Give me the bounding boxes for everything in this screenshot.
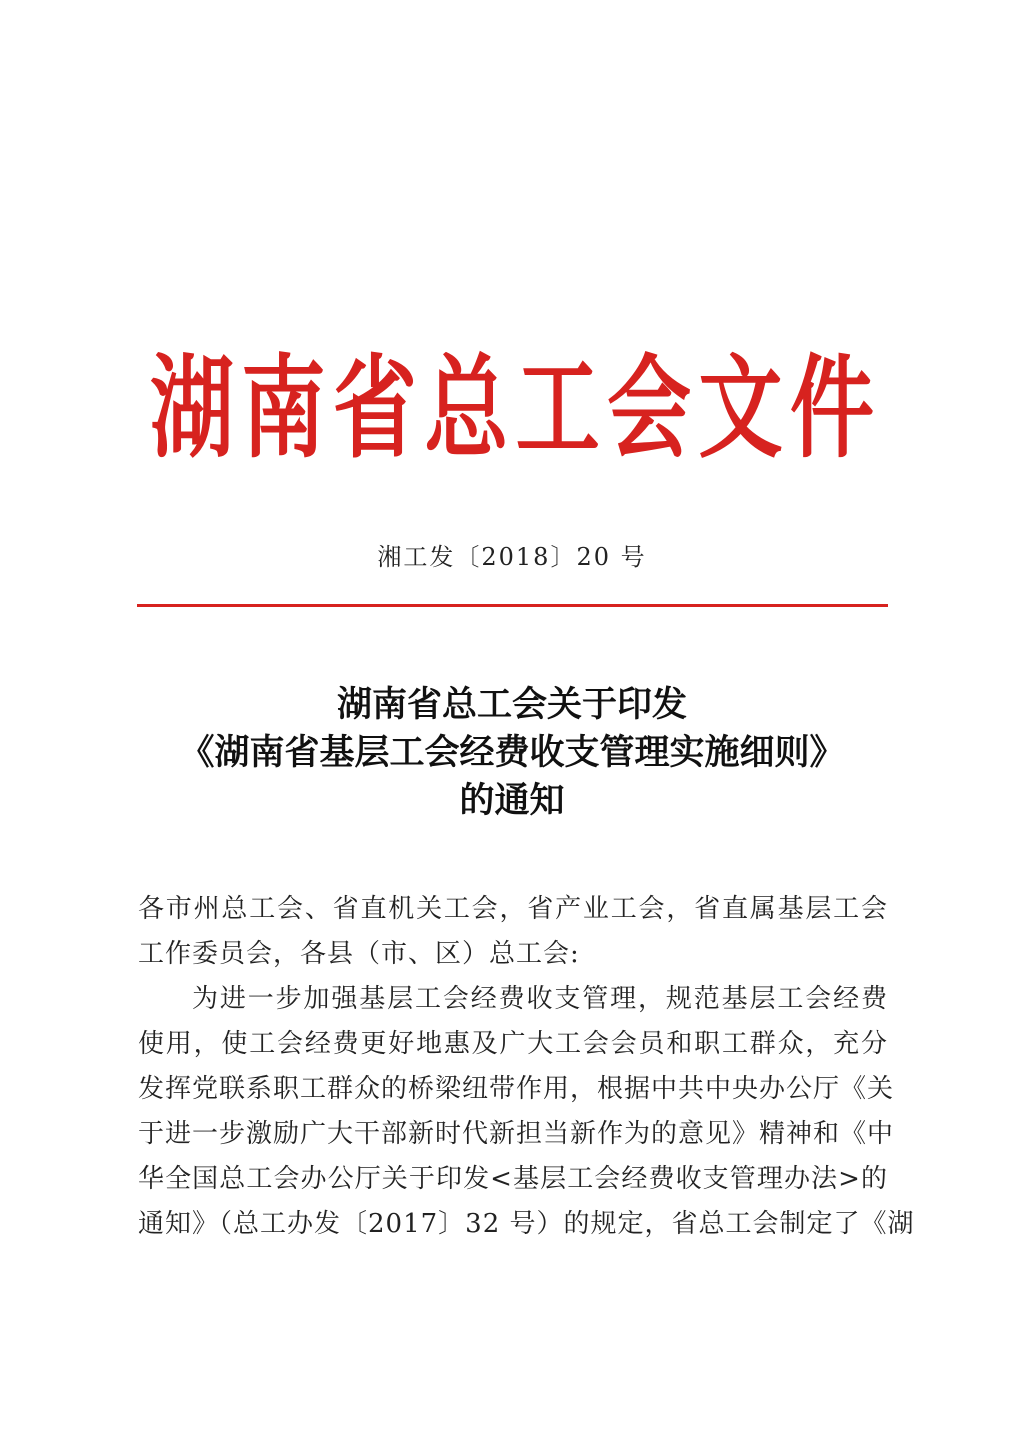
masthead-char: 会: [607, 343, 692, 473]
notice-body: [138, 887, 915, 1247]
masthead-char: 件: [789, 343, 874, 473]
body-line: 发挥党联系职工群众的桥梁纽带作用，根据中共中央办公厅《关: [138, 1074, 895, 1104]
masthead-title: [150, 322, 874, 494]
masthead-char: 文: [698, 343, 783, 473]
notice-title: [120, 681, 904, 825]
masthead-char: 南: [241, 343, 326, 473]
body-line: 工作委员会，各县（市、区）总工会:: [138, 939, 580, 969]
body-line: 通知》（总工办发〔2017〕32 号）的规定，省总工会制定了《湖: [138, 1209, 915, 1239]
body-line: 华全国总工会办公厅关于印发<基层工会经费收支管理办法>的: [138, 1164, 888, 1194]
masthead-char: 总: [424, 343, 509, 473]
title-line: 湖南省总工会关于印发: [336, 684, 687, 725]
title-line: 的通知: [459, 780, 565, 821]
masthead-char: 湖: [150, 343, 235, 473]
red-divider: [137, 604, 888, 607]
masthead-char: 省: [332, 343, 417, 473]
body-line: 为进一步加强基层工会经费收支管理，规范基层工会经费: [192, 984, 888, 1014]
masthead-char: 工: [515, 343, 600, 473]
title-line: 《湖南省基层工会经费收支管理实施细则》: [179, 732, 845, 773]
body-line: 各市州总工会、省直机关工会，省产业工会，省直属基层工会: [138, 894, 888, 924]
body-line: 于进一步激励广大干部新时代新担当新作为的意见》精神和《中: [138, 1119, 895, 1149]
document-number: 湘工发〔2018〕20 号: [377, 543, 647, 571]
body-line: 使用，使工会经费更好地惠及广大工会会员和职工群众，充分: [138, 1029, 888, 1059]
